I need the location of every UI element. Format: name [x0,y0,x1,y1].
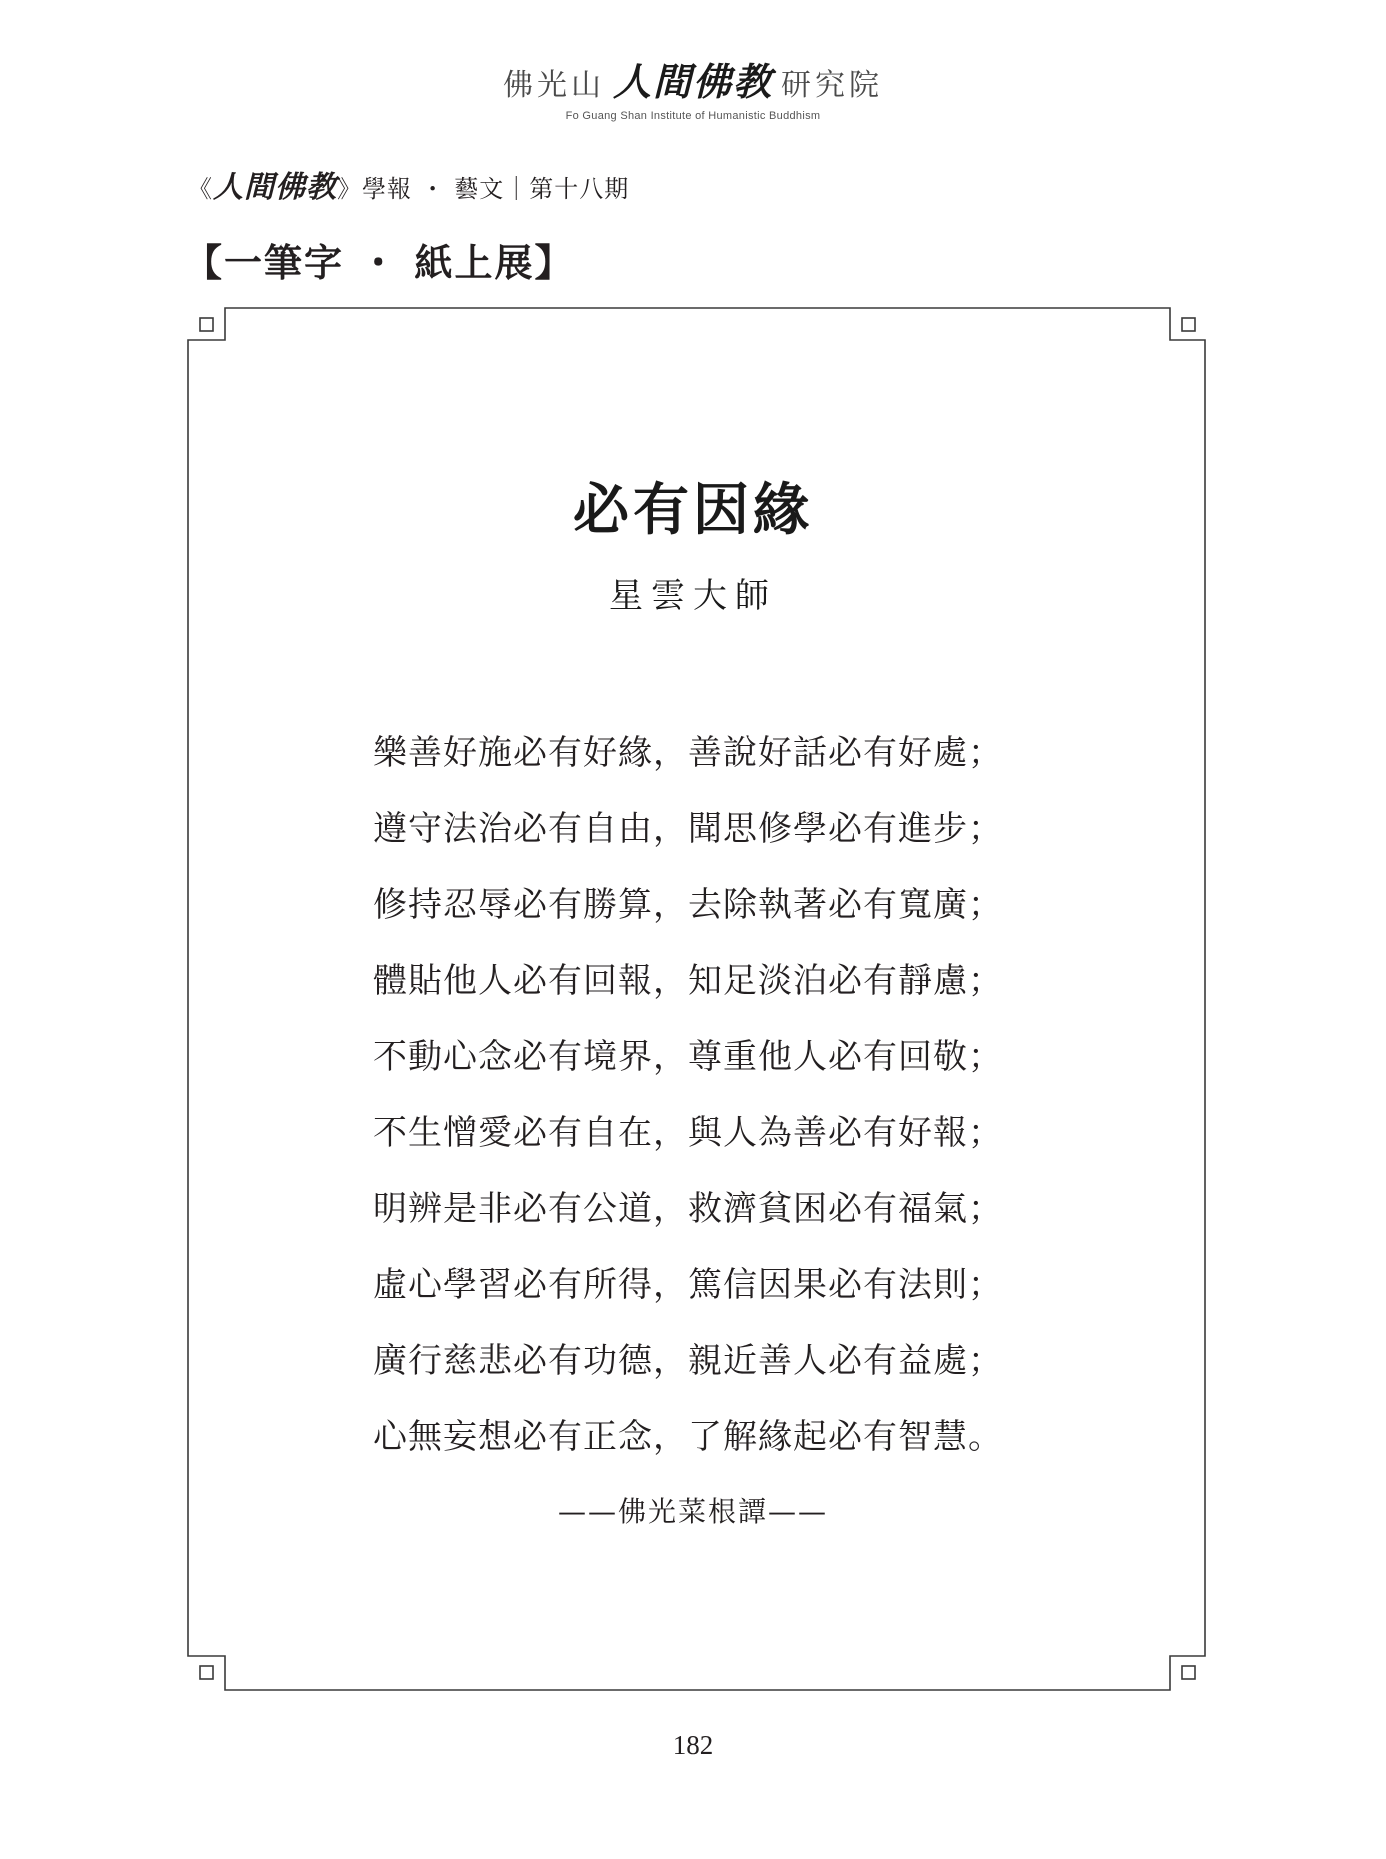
poem-line: 不生憎愛必有自在，與人為善必有好報； [373,1113,1003,1153]
poem-line: 心無妄想必有正念，了解緣起必有智慧。 [373,1417,1003,1457]
masthead-suffix: 研究院 [781,68,883,103]
corner-ornament-top-right [1182,318,1195,331]
article-author: 星雲大師 [609,576,777,616]
masthead-title [0,60,1386,108]
poem-line: 修持忍辱必有勝算，去除執著必有寬廣； [373,885,1003,925]
poem-line: 體貼他人必有回報，知足淡泊必有靜慮； [373,961,1003,1001]
page-number: 182 [672,1730,714,1760]
poem-line: 樂善好施必有好緣，善說好話必有好處； [373,733,1003,773]
article-title: 必有因緣 [573,477,813,543]
journal-close-bracket: 》 [337,175,362,203]
poem-line: 明辨是非必有公道，救濟貧困必有福氣； [373,1189,1003,1229]
journal-brand-logo: 人間佛教 [213,170,337,205]
corner-ornament-bottom-right [1182,1666,1195,1679]
masthead-prefix: 佛光山 [502,68,605,103]
masthead-brand-logo: 人間佛教 [612,60,773,104]
masthead [0,60,1386,122]
section-title: 【一筆字 ・ 紙上展】 [184,240,575,285]
poem-line: 虛心學習必有所得，篤信因果必有法則； [373,1265,1003,1305]
journal-open-bracket: 《 [188,175,213,203]
masthead-subtitle: Fo Guang Shan Institute of Humanistic Buddhism [565,110,821,122]
poem-line: 廣行慈悲必有功德，親近善人必有益處； [373,1341,1003,1381]
journal-issue: 學報 ・ 藝文｜第十八期 [362,175,630,203]
poem-line: 不動心念必有境界，尊重他人必有回敬； [373,1037,1003,1077]
corner-ornament-top-left [200,318,213,331]
poem-line: 遵守法治必有自由，聞思修學必有進步； [373,809,1003,849]
corner-ornament-bottom-left [200,1666,213,1679]
article-source: ——佛光菜根譚—— [557,1495,828,1528]
poem-lines [373,725,1093,1485]
journal-line [188,162,629,206]
